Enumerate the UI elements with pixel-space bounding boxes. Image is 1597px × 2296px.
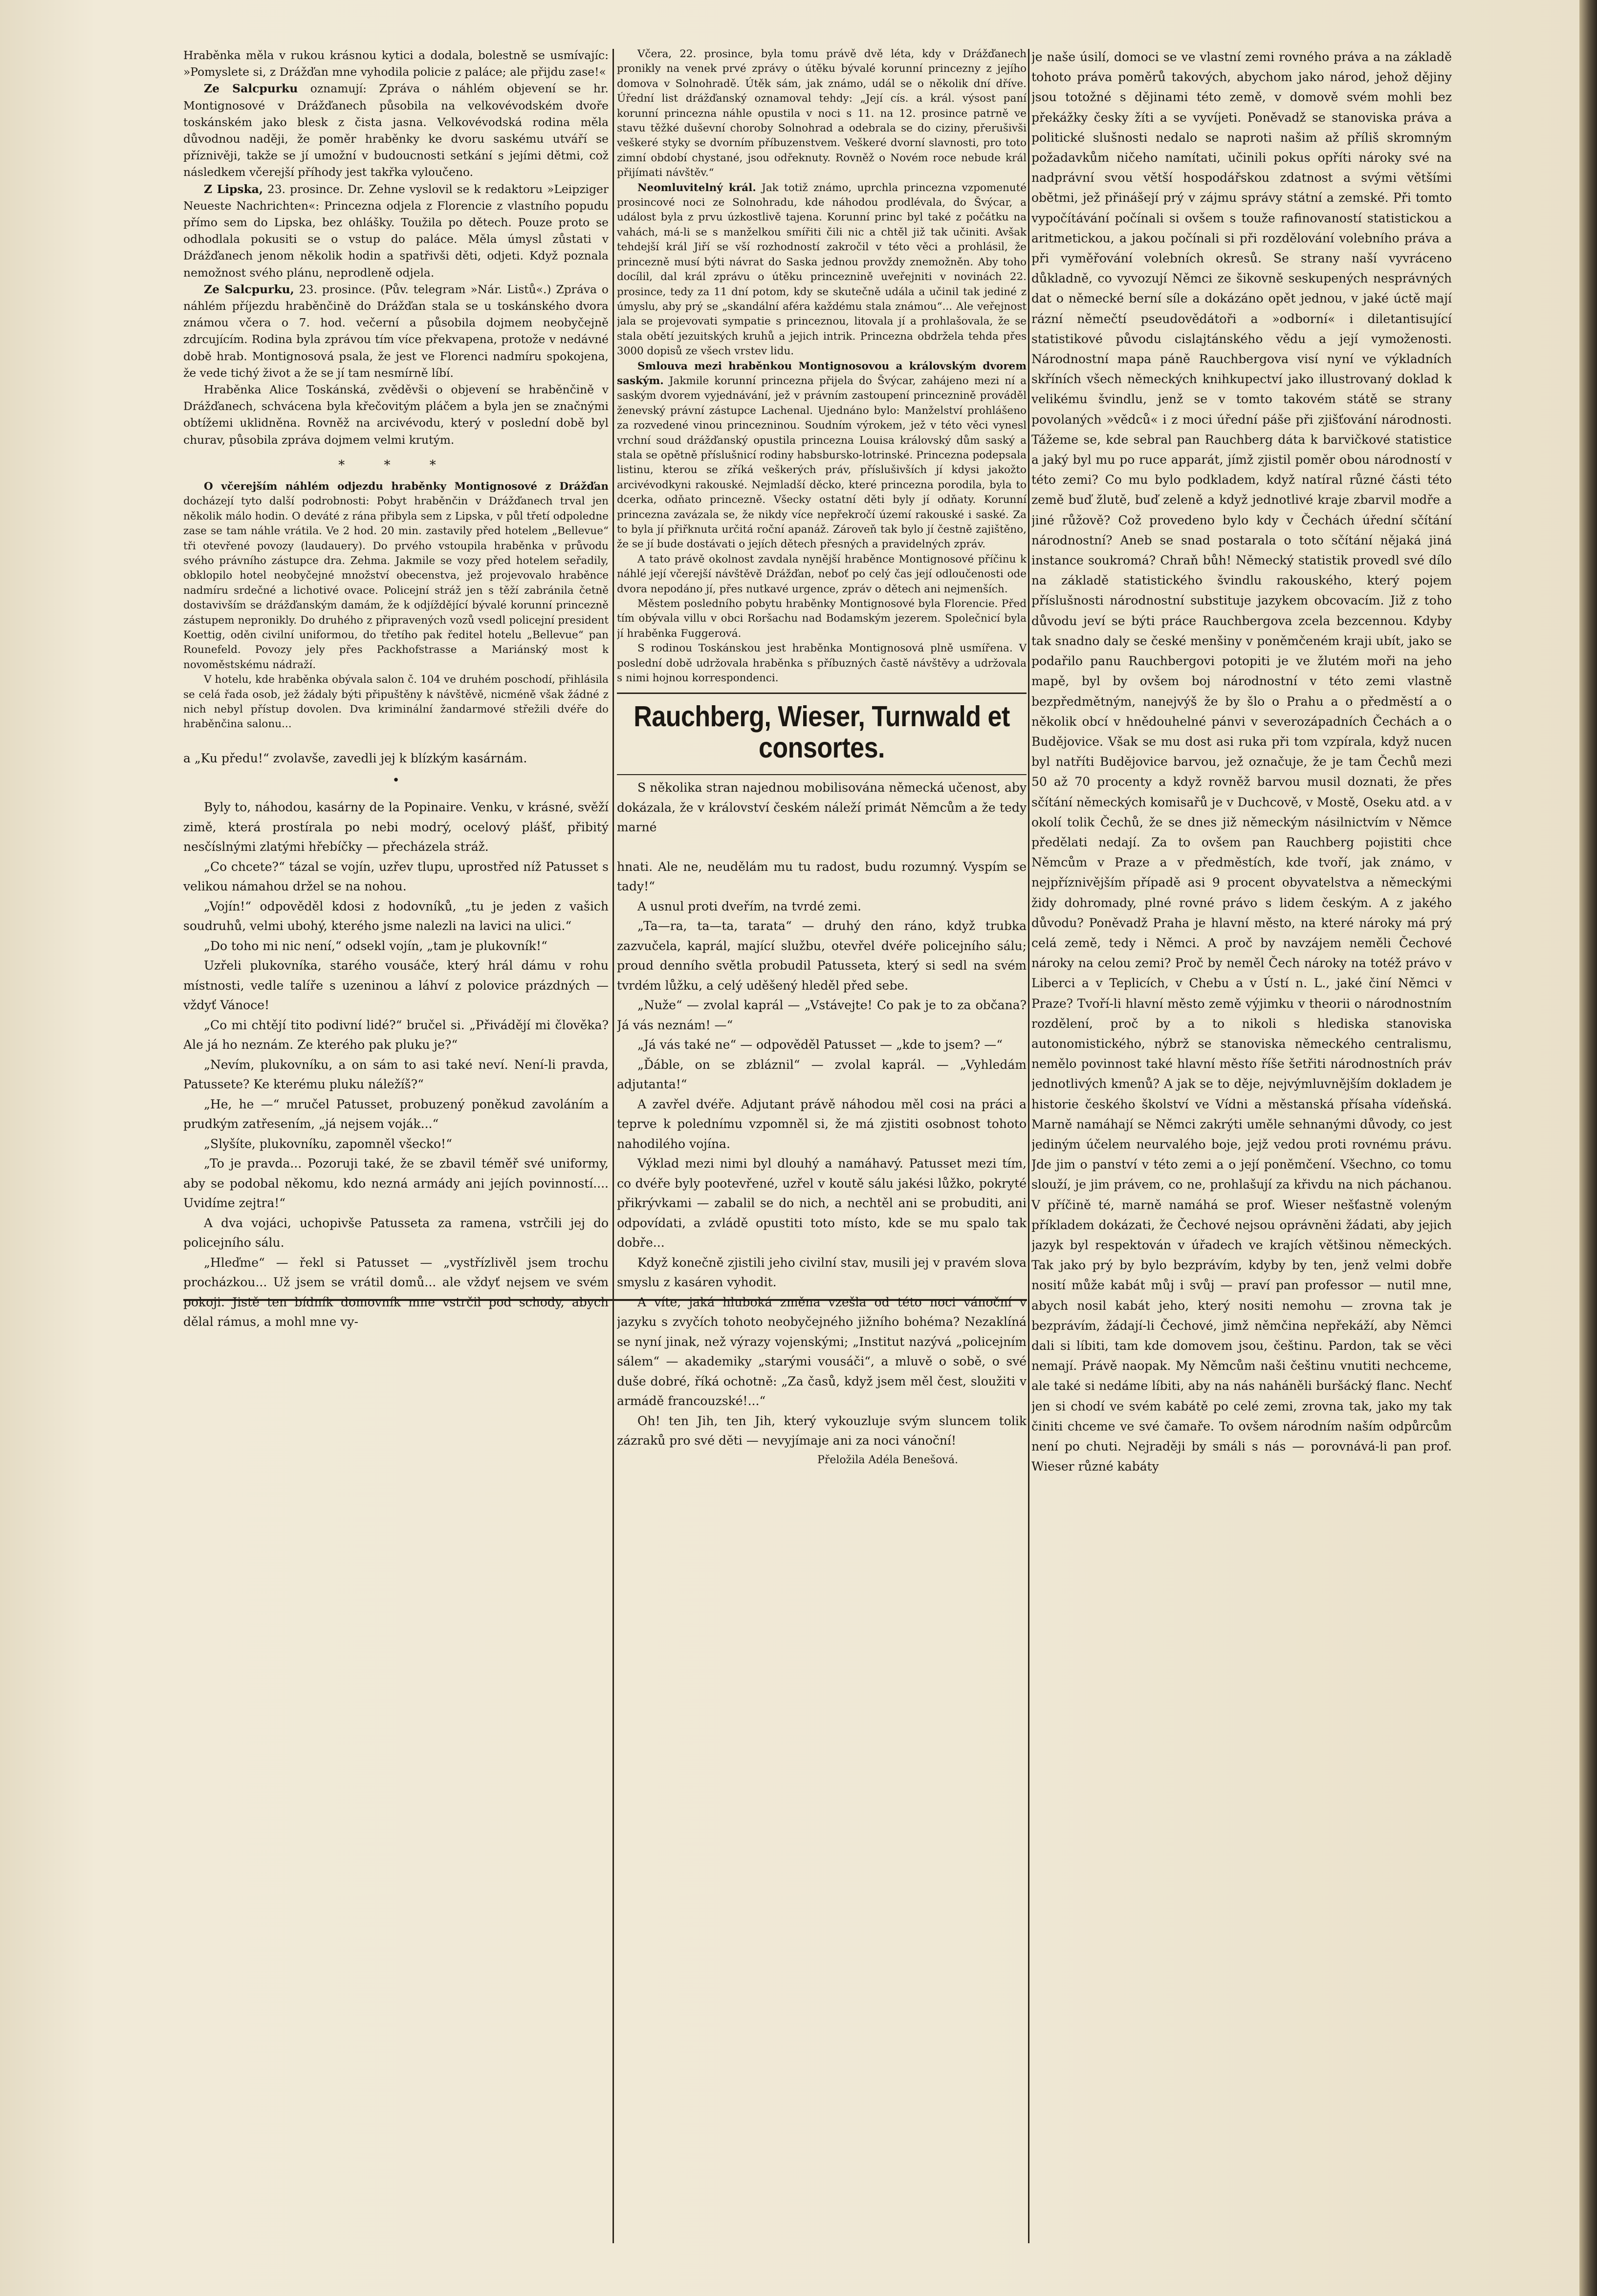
c2-paragraph-6: S rodinou Toskánskou jest hraběnka Montignosová plně usmířena. V poslední době udržovala hraběnka s příbuzných častě návštěvy a udržovala s nimi hojnou korrespondenci. (617, 642, 1027, 685)
feuilleton-c2-paragraph-9: Když konečně zjistili jeho civilní stav, musili jej v pravém slova smyslu z kasáren vyhodit. (617, 1255, 1027, 1290)
feuilleton-c2-paragraph-10: A víte, jaká hluboká změna vzešla od této noci vánoční v jazyku s zvyčích tohoto neobyčejného jižního bohéma? Nezaklíná se nyní jinak, než výrazy vojenskými; „Institut nazývá „policejním sálem“ — akademiky „starými vousáči“, a mluvě o sobě, o své duše dobré, říká ochotně: „Za časů, když jsem měl čest, sloužiti v armádě francouzské!...“ (617, 1295, 1027, 1408)
c1-paragraph-2: Ze Salcpurku oznamují: Zpráva o náhlém objevení se hr. Montignosové v Drážďanech působila na velkovévodském dvoře toskánském jako blesk z čista jasna. Velkovévodská rodina měla důvodnou naději, že poměr hraběnky ke dvoru saskému utváří se příznivěji, takže se jí umožní v budoucnosti setkání s jejími dětmi, což následkem včerejší příhody jest takřka vyloučeno. (183, 82, 609, 179)
c1-paragraph-4: Ze Salcpurku, 23. prosince. (Pův. telegram »Nár. Listů«.) Zpráva o náhlém příjezdu hraběnčině do Drážďan stala se u toskánského dvora známou včera o 7. hod. večerní a působila dojmem neobyčejně zdrcujícím. Rodina byla zprávou tím více překvapena, protože v nedávné době hrab. Montignosová psala, že jest ve Florenci nadmíru spokojena, že vede tichý život a že se jí tam nesmírně líbí. (183, 282, 609, 380)
feuilleton-c2-paragraph-5: „Já vás také ne“ — odpověděl Patusset — „kde to jsem? —“ (637, 1038, 1003, 1052)
feuilleton-c1-paragraph-10: „Slyšíte, plukovníku, zapomněl všecko!“ (204, 1136, 452, 1151)
feuilleton-intro: S několika stran najednou mobilisována německá učenost, aby dokázala, že v království českém náleží primát Němcům a že tedy marné (617, 780, 1027, 835)
feuilleton-c1-paragraph-1: a „Ku předu!“ zvolavše, zavedli jej k blízkým kasárnám. (183, 751, 527, 765)
feuilleton-c2-paragraph-2: A usnul proti dveřím, na tvrdé zemi. (637, 899, 861, 913)
headline-rule-bottom (617, 774, 1027, 775)
feuilleton-c1-paragraph-5: „Do toho mi nic není,“ odsekl vojín, „tam je plukovník!“ (204, 938, 547, 953)
c2-paragraph-3: Smlouva mezi hraběnkou Montignosovou a královským dvorem saským. Jakmile korunní princezna přijela do Švýcar, zahájeno mezi ní a saským dvorem vyjednávání, jež v právním zastoupení princeznině prováděl ženevský právní zástupce Lachenal. Ujednáno bylo: Manželství prohlášeno za rozvedené vinou princezninou. Soudním výrokem, jež v této věci vynesl vrchní soud drážďanský opustila princezna Louisa královský dům saský a stala se opětně příslušnicí rodiny habsbursko-lotrinské. Princezna podepsala listinu, kterou se zříká veškerých práv, příslušivších jí kdysi jakožto arcivévodkyni rakouské. Nejmladší děcko, které princezna porodila, byla to dcerka, odňato princezně. Všecky ostatní děti byly jí odňaty. Korunní princezna zavázala se, že nikdy více nepřekročí území rakouské i saské. Za to byla jí přiřknuta určitá roční apanáž. Zároveň tak bylo jí čestně zajištěno, že se jí bude dostávati o jejích dětech přesných a pravidelných zpráv. (617, 360, 1027, 551)
feuilleton-c2-paragraph-4: „Nuže“ — zvolal kaprál — „Vstávejte! Co pak je to za občana? Já vás neznám! —“ (617, 998, 1027, 1032)
bullet-ornament: • (392, 773, 400, 788)
feuilleton-c1-paragraph-6: Uzřeli plukovníka, starého vousáče, který hrál dámu v rohu místnosti, vedle talíře s uzeninou a láhví z polovice prázdných — vždyť Vánoce! (183, 958, 609, 1013)
feuilleton-c1-paragraph-9: „He, he —“ mručel Patusset, probuzený poněkud zavoláním a prudkým zatřesením, „já nejsem voják...“ (183, 1097, 609, 1131)
asterism-ornament: * * * (338, 457, 454, 473)
c2-paragraph-1: Včera, 22. prosince, byla tomu právě dvě léta, kdy v Drážďanech pronikly na venek prvé zprávy o útěku bývalé korunní princezny z jejího domova v Solnohradě. Útěk sám, jak známo, udál se o několik dní dříve. Úřední list drážďanský oznamoval tehdy: „Její cís. a král. výsost paní korunní princezna náhle opustila v noci s 11. na 12. prosince patrně ve stavu těžké duševní choroby Solnohrad a odebrala se do ciziny, přerušivši veškeré styky se dvorním příbuzenstvem. Veškeré dvorní slavnosti, pro toto zimní období chystané, jsou odřeknuty. Rovněž o Novém roce nebude král přijímati návštěv.“ (617, 48, 1027, 179)
c2-paragraph-2: Neomluvitelný král. Jak totiž známo, uprchla princezna vzpomenuté prosincové noci ze Solnohradu, kde náhodou prodlévala, do Švýcar, a událost byla z prvu úzkostlivě tajena. Korunní princ byl také z počátku na vahách, má-li se s manželkou smířiti čili nic a chtěl již tak učiniti. Avšak tehdejší král Jiří se vší rozhodností zakročil v této věci a prohlásil, že princezně musí býti návrat do Saska jednou provždy znemožněn. Aby toho docílil, dal král zprávu o útěku princeznině uveřejniti v novinách 22. prosince, tedy za 11 dní potom, kdy se skutečně udála a učinil tak jediné z úmyslu, aby prý se „skandální aféra každému stala známou“... Ale veřejnost jala se projevovati sympatie s princeznou, litovala jí a prohlašovala, že se stala obětí jezuitských kruhů a jejich intrik. Princezna obdržela tehda přes 3000 dopisů ze všech vrstev lidu. (617, 181, 1027, 358)
page-edge (1579, 0, 1597, 2296)
c1-paragraph-5: Hraběnka Alice Toskánská, zvěděvši o objevení se hraběnčině v Drážďanech, schvácena byla křečovitým pláčem a byla jen se značnými obtížemi uklidněna. Rovněž na arcivévodu, který v poslední době byl churav, působila zpráva dojmem velmi krutým. (183, 383, 609, 447)
c1-paragraph-3: Z Lipska, 23. prosince. Dr. Zehne vyslovil se k redaktoru »Leipziger Neueste Nachrichten«: Princezna odjela z Florencie z vlastního popudu přímo sem do Lipska, bez ohlášky. Toužila po dětech. Pouze proto se odhodlala pokusiti se o vstup do paláce. Měla úmysl zůstati v Drážďanech jenom několik hodin a spatřivši děti, odjeti. Když poznala nemožnost svého plánu, neprodleně odjela. (183, 182, 609, 280)
feuilleton-c1-paragraph-12: A dva vojáci, uchopivše Patusseta za ramena, vstrčili jej do policejního sálu. (183, 1215, 609, 1250)
column-rule-right (1028, 49, 1029, 2243)
feuilleton-c1-paragraph-11: „To je pravda... Pozoruji také, že se zbavil téměř své uniformy, aby se podobal někomu, kdo nezná armády ani jejích povinností.... Uvidíme zejtra!“ (183, 1156, 609, 1211)
feuilleton-c2-paragraph-11: Oh! ten Jih, ten Jih, který vykouzluje svým sluncem tolik zázraků pro své děti — nevyjímaje ani za noci vánoční! (617, 1413, 1027, 1448)
feuilleton-c1-paragraph-8: „Nevím, plukovníku, a on sám to asi také neví. Není-li pravda, Patussete? Ke kterému pluku náležíš?“ (183, 1057, 609, 1092)
column-rule-left (613, 49, 614, 2243)
feuilleton-c2-paragraph-1: hnati. Ale ne, neudělám mu tu radost, budu rozumný. Vyspím se tady!“ (617, 859, 1027, 894)
column-1 (183, 47, 609, 2246)
column-3 (1031, 47, 1452, 2246)
c3-article-body: je naše úsilí, domoci se ve vlastní zemi rovného práva a na základě tohoto práva poměrů takových, abychom jako národ, jehož dějiny jsou totožné s dějinami této země, v domově svém mohli bez překážky česky žíti a se vyvíjeti. Poněvadž se stanoviska práva a politické slušnosti nedalo se naproti našim až příliš skromným požadavkům ničeho namítati, učinili pokus opříti nároky své na nadprávní svou větší hospodářskou zdatnost a svými většími obětmi, jež přinášejí prý v zájmu správy státní a zemské. Při tomto vypočítávání počínali si ovšem s touže rafinovaností statistickou a aritmetickou, a jakou počínali si při rozdělování volebního práva a při vyměřování volebních okresů. Se strany naší vyvráceno důkladně, co vyvozují Němci ze šikovně seskupených nesprávných dat o německé berní síle a dokázáno opět jednou, v jaké úctě mají rázní němečtí pseudovědátoři a »odborní« i diletantisující statistikové původu cislajtánského vědu a její vymoženosti. Národnostní mapa páně Rauchbergova visí nyní ve výkladních skříních všech německých knihkupectví jako illustrovaný doklad k velikému švindlu, jenž se v tomto takovém státě se strany povolaných »vědců« i z moci úřední páše při zjišťování národnosti. Tážeme se, kde sebral pan Rauchberg dáta k barvičkové statistice a jaký byl mu po ruce apparát, jímž zjistil poměr obou národností v této zemi? Co mu bylo podkladem, když natíral různé části této země buď žlutě, buď zeleně a když jednotlivé kraje zbarvil modře a jiné růžově? Což provedeno bylo kdy v Čechách úřední sčítání národnostní? Aneb se snad postarala o toto sčítání nějaká jiná instance soukromá? Chraň bůh! Německý statistik provedl své dílo na základě statistického švindlu rakouského, který pojem příslušnosti národnostní substituje jazykem obcovacím. Již z toho důvodu jeví se býti práce Rauchbergova zcela bezcennou. Kdyby tak snadno daly se české menšiny v poněmčeném kraji ubít, jako se podařilo panu Rauchbergovi potopiti je ve žlutém moři na jeho mapě, byl by ovšem boj národnostní v této zemi vlastně bezpředmětným, nanejvýš že by šlo o Prahu a o předměstí a o několik obcí v hnědouhelné pánvi v severozápadních Čechách a o Budějovice. Však se mu dost asi ruka při tom vzpírala, když nucen byl natříti Budějovice barvou, jež označuje, že je tam Čechů mezi 50 až 70 procenty a když rovněž barvou musil doznati, že přes sčítání německých komisařů je v Duchcově, v Mostě, Oseku atd. a v okolí tolik Čechů, že se dnes již německým násilnictvím v Němce předělati nedají. Za to ovšem pan Rauchberg pojistiti chce Němcům v Praze a v předměstích, kde tvoří, jak známo, v nejpříznivějším případě asi 9 procent obyvatelstva a německými židy dohromady, plné rovné právo s lidem českým. A z jakého důvodu? Poněvadž Praha je hlavní město, na které nároky má prý celá země, tedy i Němci. A proč by navzájem neměli Čechové nároky na celou zemi? Proč by neměl Čech nároky na totéž právo v Liberci a v Teplicích, v Chebu a v Ústí n. L., jaké činí Němci v Praze? Tvoří-li hlavní město země výjimku v theorii o národnostním rozdělení, proč by a to nikoli s hlediska stanoviska autonomistického, nýbrž se stanoviska německého centralismu, nemělo povinnost také hlavní město říše šetřiti národnostních práv jednotlivých kmenů? A jak se to děje, nejvýmluvnějším dokladem je historie českého školství ve Vídni a městanská přísaha vídeňská. Marně namáhají se Němci zakrýti uměle sehnanými důvody, co jest jediným účelem neurvalého boje, jejž vedou proti rovnému právu. Jde jim o panství v této zemi a o její poněmčení. Všechno, co tomu slouží, je jim právem, co ne, prohlašují za křivdu na nich páchanou. V příčině té, marně namáhá se prof. Wieser nešťastně voleným příkladem dokázati, že Čechové nejsou oprávněni žádati, aby jejich jazyk byl respektován v úřadech ve krajích většinou německých. Tak jako prý by bylo bezprávím, kdyby by ten, jenž velmi dobře nosití může kabát můj i svůj — praví pan professor — nutil mne, abych nosil kabát jeho, který nositi nemohu — zrovna tak je bezprávím, žádají-li Čechové, jimž němčina nepřekáží, aby Němci dali si líbiti, tam kde domovem jsou, češtinu. Pardon, tak se věci nemají. Právě naopak. My Němcům naši češtinu vnutiti nechceme, ale také si nedáme líbiti, aby na nás naháněli buršácký flanc. Nechť jen si chodí ve svém kabátě po celé zemi, zrovna tak, jako my tak činiti chceme ve své čamaře. To ovšem národním naším odpůrcům není po chuti. Nejraději by smáli s nás — porovnává-li pan prof. Wieser různé kabáty (1031, 50, 1452, 1474)
feuilleton-c1-paragraph-7: „Co mi chtějí tito podivní lidé?“ bručel si. „Přivádějí mi člověka? Ale já ho neznám. Ze kterého pak pluku je?“ (183, 1018, 609, 1052)
translator-signature: Přeložila Adéla Benešová. (817, 1453, 958, 1466)
c1-paragraph-1: Hraběnka měla v rukou krásnou kytici a dodala, bolestně se usmívajíc: »Pomyslete si, z Drážďan mne vyhodila policie z paláce; ale přijdu zase!« (183, 48, 609, 79)
feuilleton-c2-paragraph-8: Výklad mezi nimi byl dlouhý a namáhavý. Patusset mezi tím, co dvéře byly pootevřené, uzřel v koutě sálu jakési lůžko, pokryté přikrývkami — zabalil se do nich, a nechtěl ani se probuditi, ani odpovídati, a zvládě opustiti toto místo, kde se mu spalo tak dobře... (617, 1156, 1027, 1250)
feuilleton-c1-paragraph-3: „Co chcete?“ tázal se vojín, uzřev tlupu, uprostřed níž Patusset s velikou námahou držel se na nohou. (183, 859, 609, 894)
feuilleton-c2-paragraph-6: „Ďáble, on se zbláznil“ — zvolal kaprál. — „Vyhledám adjutanta!“ (617, 1057, 1027, 1092)
c2-paragraph-4: A tato právě okolnost zavdala nynější hraběnce Montignosové příčinu k náhlé její včerejší návštěvě Drážďan, neboť po celý čas její odloučenosti ode dvora nepodáno jí, přes nutkavé urgence, zpráv o dětech ani nejmenších. (617, 553, 1027, 595)
feuilleton-headline: Rauchberg, Wieser, Turnwald et consortes. (634, 700, 1010, 765)
headline-rule-top (617, 693, 1027, 694)
feuilleton-c2-paragraph-3: „Ta—ra, ta—ta, tarata“ — druhý den ráno, když trubka zazvučela, kaprál, mající službu, otevřel dvéře policejního sálu; proud denního světla probudil Patusseta, který si sedl na svém tvrdém lůžku, a celý uděšený hleděl před sebe. (617, 919, 1027, 993)
feuilleton-c2-paragraph-7: A zavřel dvéře. Adjutant právě náhodou měl cosi na práci a teprve k polednímu vzpomněl si, že má zjistiti osobnost tohoto nahodilého vojína. (617, 1097, 1027, 1151)
feuilleton-c1-paragraph-2: Byly to, náhodou, kasárny de la Popinaire. Venku, v krásné, svěží zimě, která prostírala po nebi modrý, ocelový plášť, přibitý nesčíslnými zlatými hřebíčky — přecházela stráž. (183, 800, 609, 854)
c2-paragraph-5: Městem posledního pobytu hraběnky Montignosové byla Florencie. Před tím obývala villu v obci Roršachu nad Bodamským jezerem. Společnicí byla jí hraběnka Fuggerová. (617, 598, 1027, 640)
c1-paragraph-6: O včerejším náhlém odjezdu hraběnky Montignosové z Drážďan docházejí tyto další podrobnosti: Pobyt hraběnčin v Drážďanech trval jen několik málo hodin. O deváté z rána přibyla sem z Lipska, v půl třetí odpoledne zase se tam náhle vrátila. Ve 2 hod. 20 min. zastavily před hotelem „Bellevue“ tři otevřené povozy (laudauery). Do prvého vstoupila hraběnka v průvodu svého právního zástupce dra. Zehma. Jakmile se vozy před hotelem seřadily, obklopilo hotel neobyčejné množství obecenstva, jež projevovalo hraběnce nadmíru srdečné a lichotivé ovace. Policejní stráž jen s těží zabránila četně dostavivším se drážďanským damám, že k odjíždějící bývalé korunní princezně zástupem nepronikly. Do druhého z připravených vozů vsedl policejní president Koettig, oděn civilní uniformou, do třetího pak ředitel hotelu „Bellevue“ pan Rounefeld. Povozy jely přes Packhofstrasse a Mariánský most k novoměstskému nádraží. (183, 480, 609, 671)
feuilleton-c1-paragraph-4: „Vojín!“ odpověděl kdosi z hodovníků, „tu je jeden z vašich soudruhů, velmi ubohý, kterého jsme nalezli na lavici na ulici.“ (183, 899, 609, 933)
c1-paragraph-7: V hotelu, kde hraběnka obývala salon č. 104 ve druhém poschodí, přihlásila se celá řada osob, jež žádaly býti připuštěny k návštěvě, nicméně však žádné z nich nebyl přístup dovolen. Dva kriminální žandarmové střežili dvéře do hraběnčina salonu... (183, 673, 609, 731)
column-2 (617, 47, 1027, 2246)
feuilleton-c1-paragraph-13: „Hleďme“ — řekl si Patusset — „vystřízlivěl jsem trochu procházkou... Už jsem se vrátil domů... ale vždyť nejsem ve svém pokoji. Jistě ten bídník domovník mne vstrčil pod schody, abych dělal rámus, a mohl mne vy- (183, 1255, 609, 1329)
